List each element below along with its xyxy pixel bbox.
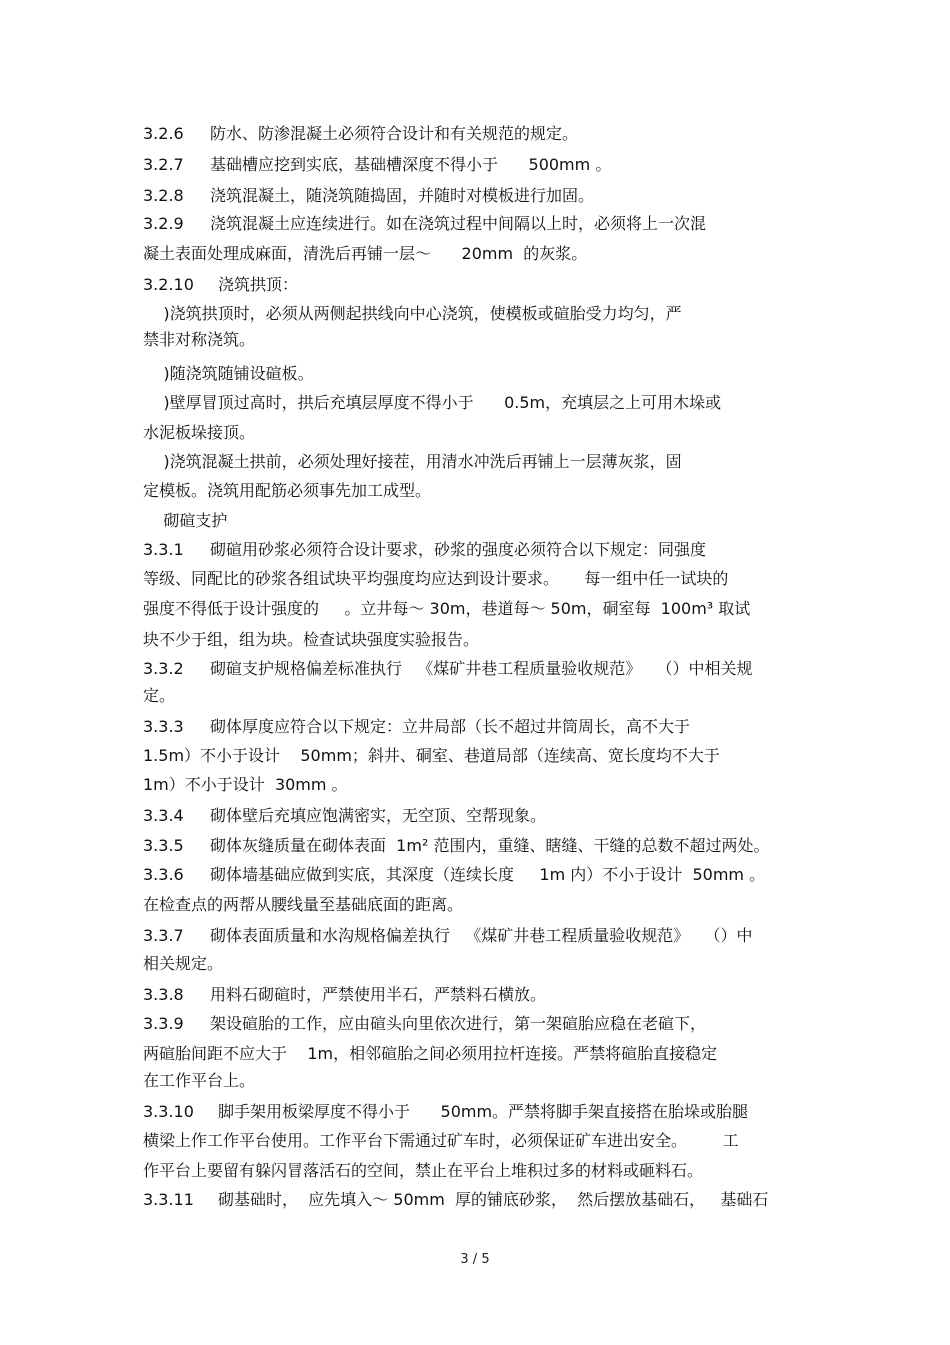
clause-text: 砌碹用砂浆必须符合设计要求，砂浆的强度必须符合以下规定：同强度 (210, 540, 707, 559)
clause-text: 浇筑混凝土，随浇筑随捣固，并随时对模板进行加固。 (210, 186, 595, 205)
clause-number: 3.2.8 (143, 186, 184, 205)
text-line (0, 746, 950, 768)
text-line (0, 926, 950, 948)
clause-number: 3.3.6 (143, 865, 184, 884)
text-line (0, 1071, 950, 1093)
clause-text: 块不少于组，组为块。检查试块强度实验报告。 (143, 630, 480, 649)
clause-text: 相关规定。 (143, 954, 224, 973)
text-line (0, 393, 950, 415)
text-line (0, 806, 950, 828)
clause-text: 砌体灰缝质量在砌体表面 1m² 范围内，重缝、瞎缝、干缝的总数不超过两处。 (210, 836, 770, 855)
clause-text: 用料石砌碹时，严禁使用半石，严禁料石横放。 (210, 985, 547, 1004)
clause-number: 3.2.7 (143, 155, 184, 174)
clause-text: 强度不得低于设计强度的 。立井每～ 30m，巷道每～ 50m，硐室每 100m³ 取试 (143, 599, 751, 618)
text-line (0, 155, 950, 177)
text-line (0, 452, 950, 474)
text-line (0, 1131, 950, 1153)
clause-text: 砌体壁后充填应饱满密实，无空顶、空帮现象。 (210, 806, 547, 825)
text-line (0, 1014, 950, 1036)
text-line (0, 954, 950, 976)
clause-number: 3.2.10 (143, 275, 194, 294)
text-line (0, 1102, 950, 1124)
clause-number: 3.3.11 (143, 1190, 194, 1209)
text-line (0, 1190, 950, 1212)
clause-text: 脚手架用板梁厚度不得小于 50mm。严禁将脚手架直接搭在胎垛或胎腿 (218, 1102, 749, 1121)
clause-text: 等级、同配比的砂浆各组试块平均强度均应达到设计要求。 每一组中任一试块的 (143, 569, 729, 588)
clause-number: 3.3.2 (143, 659, 184, 678)
text-line (0, 481, 950, 503)
page-number: 3 / 5 (460, 1252, 490, 1267)
clause-text: 作平台上要留有躲闪冒落活石的空间，禁止在平台上堆积过多的材料或砸料石。 (143, 1161, 704, 1180)
text-line (0, 275, 950, 297)
clause-text: 砌体厚度应符合以下规定：立井局部（长不超过井筒周长，高不大于 (210, 717, 691, 736)
text-line (0, 836, 950, 858)
clause-text: 1.5m）不小于设计 50mm；斜井、硐室、巷道局部（连续高、宽长度均不大于 (143, 746, 720, 765)
clause-number: 3.3.10 (143, 1102, 194, 1121)
text-line (0, 985, 950, 1007)
clause-text: )随浇筑随铺设碹板。 (143, 364, 314, 383)
text-line (0, 304, 950, 326)
clause-text: 两碹胎间距不应大于 1m，相邻碹胎之间必须用拉杆连接。严禁将碹胎直接稳定 (143, 1044, 718, 1063)
clause-text: 防水、防渗混凝土必须符合设计和有关规范的规定。 (210, 124, 579, 143)
text-line (0, 1044, 950, 1066)
clause-text: 架设碹胎的工作，应由碹头向里依次进行，第一架碹胎应稳在老碹下， (210, 1014, 707, 1033)
clause-text: 禁非对称浇筑。 (143, 330, 256, 349)
text-line (0, 364, 950, 386)
clause-number: 3.3.3 (143, 717, 184, 736)
clause-text: 定。 (143, 686, 176, 705)
text-line (0, 330, 950, 352)
clause-number: 3.3.8 (143, 985, 184, 1004)
text-line (0, 214, 950, 236)
clause-text: )浇筑拱顶时，必须从两侧起拱线向中心浇筑，使模板或碹胎受力均匀，严 (143, 304, 682, 323)
clause-text: 砌基础时， 应先填入～ 50mm 厚的铺底砂浆， 然后摆放基础石， 基础石 (218, 1190, 769, 1209)
clause-text: 浇筑混凝土应连续进行。如在浇筑过程中间隔以上时，必须将上一次混 (210, 214, 707, 233)
clause-text: 1m）不小于设计 30mm 。 (143, 775, 348, 794)
text-line (0, 540, 950, 562)
text-line (0, 895, 950, 917)
clause-number: 3.3.4 (143, 806, 184, 825)
text-line (0, 659, 950, 681)
text-line (0, 186, 950, 208)
clause-text: 在工作平台上。 (143, 1071, 256, 1090)
clause-number: 3.3.1 (143, 540, 184, 559)
clause-text: )壁厚冒顶过高时，拱后充填层厚度不得小于 0.5m，充填层之上可用木垛或 (143, 393, 722, 412)
clause-number: 3.3.5 (143, 836, 184, 855)
clause-text: 在检查点的两帮从腰线量至基础底面的距离。 (143, 895, 464, 914)
clause-number: 3.2.6 (143, 124, 184, 143)
clause-text: 砌碹支护规格偏差标准执行 《煤矿井巷工程质量验收规范》 （）中相关规 (210, 659, 753, 678)
clause-text: 水泥板垛接顶。 (143, 423, 256, 442)
text-line (0, 599, 950, 621)
clause-text: 凝土表面处理成麻面，清洗后再铺一层～ 20mm 的灰浆。 (143, 244, 588, 263)
text-line (0, 717, 950, 739)
clause-text: 定模板。浇筑用配筋必须事先加工成型。 (143, 481, 432, 500)
clause-text: 横梁上作工作平台使用。工作平台下需通过矿车时，必须保证矿车进出安全。 工 (143, 1131, 739, 1150)
clause-text: 基础槽应挖到实底，基础槽深度不得小于 500mm 。 (210, 155, 612, 174)
text-line (0, 244, 950, 266)
clause-text: 浇筑拱顶： (218, 275, 299, 294)
text-line (0, 569, 950, 591)
clause-number: 3.3.7 (143, 926, 184, 945)
clause-number: 3.2.9 (143, 214, 184, 233)
clause-text: )浇筑混凝土拱前，必须处理好接茬，用清水冲洗后再铺上一层薄灰浆，固 (143, 452, 682, 471)
text-line (0, 775, 950, 797)
clause-text: 砌碹支护 (143, 511, 228, 530)
clause-text: 砌体表面质量和水沟规格偏差执行 《煤矿井巷工程质量验收规范》 （）中 (210, 926, 753, 945)
text-line (0, 511, 950, 533)
clause-number: 3.3.9 (143, 1014, 184, 1033)
text-line (0, 686, 950, 708)
text-line (0, 423, 950, 445)
text-line (0, 865, 950, 887)
text-line (0, 630, 950, 652)
clause-text: 砌体墙基础应做到实底，其深度（连续长度 1m 内）不小于设计 50mm 。 (210, 865, 766, 884)
text-line (0, 1161, 950, 1183)
text-line (0, 124, 950, 146)
